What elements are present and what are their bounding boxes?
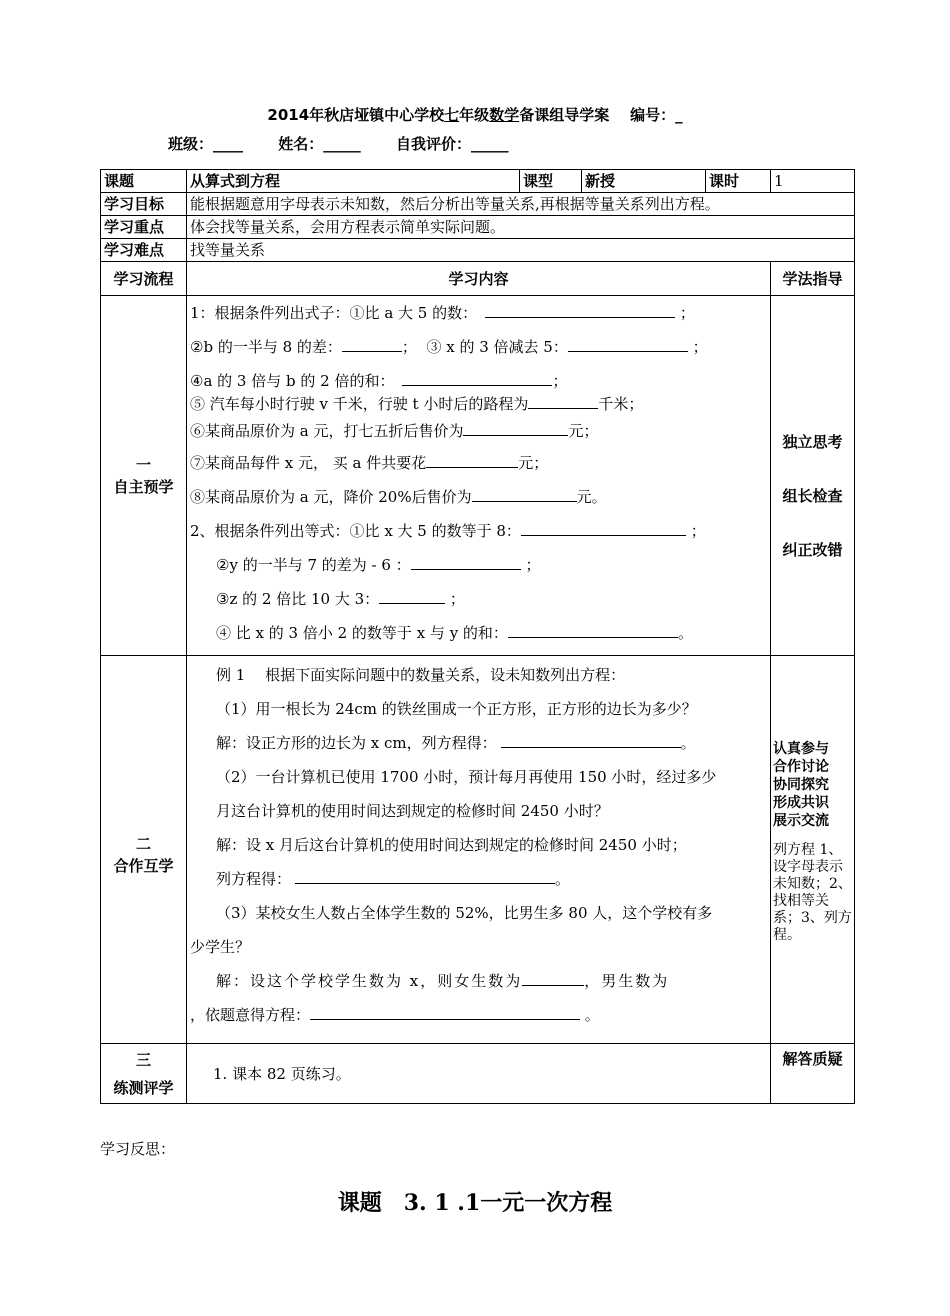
answer-blank[interactable] xyxy=(295,869,555,884)
key-label: 学习重点 xyxy=(101,216,187,239)
title-suffix: 备课组导学案 xyxy=(519,106,610,124)
section-1-name: 自主预学 xyxy=(113,477,174,496)
s1-line-3: ④a 的 3 倍与 b 的 2 倍的和： ； xyxy=(190,372,568,390)
section-3-title xyxy=(101,1044,187,1104)
s1-line-9: ②y 的一半与 7 的差为 - 6 ： ； xyxy=(216,556,541,574)
goal-row xyxy=(101,193,855,216)
s2-line-4: （2）一台计算机已使用 1700 小时，预计每月再使用 150 小时，经过多少 xyxy=(216,768,717,786)
section-2-title xyxy=(101,656,187,1044)
class-field: 班级：____ xyxy=(168,135,244,153)
s2-line-2: （1）用一根长为 24cm 的铁丝围成一个正方形，正方形的边长为多少？ xyxy=(216,700,697,718)
section-3-name: 练测评学 xyxy=(113,1078,174,1097)
reflection-label: 学习反思： xyxy=(100,1140,176,1158)
section-2-guide-plain: 列方程 1、设字母表示未知数；2、找相等关系；3、列方程。 xyxy=(773,842,852,943)
section-1-number: 一 xyxy=(135,455,151,474)
topic-row xyxy=(101,170,855,193)
s1-line-2: ②b 的一半与 8 的差： ； ③ x 的 3 倍减去 5： ； xyxy=(190,338,708,356)
goal-label: 学习目标 xyxy=(101,193,187,216)
guide-think: 独立思考 xyxy=(782,432,843,451)
guide-label: 学法指导 xyxy=(771,262,855,296)
type-value: 新授 xyxy=(582,170,706,193)
s2-line-5: 月这台计算机的使用时间达到规定的检修时间 2450 小时？ xyxy=(216,802,609,820)
topic-value: 从算式到方程 xyxy=(187,170,520,193)
answer-blank[interactable] xyxy=(342,337,402,352)
title-grade: 七 xyxy=(444,106,460,124)
title-grade-suffix: 年级 xyxy=(459,106,490,124)
section-2-row xyxy=(101,656,855,1044)
section-1-content xyxy=(187,296,771,656)
answer-blank[interactable] xyxy=(501,733,681,748)
type-label: 课型 xyxy=(520,170,582,193)
s2-line-11: ，依题意得方程： 。 xyxy=(190,1006,600,1024)
page-title xyxy=(0,104,950,125)
s1-line-1: 1：根据条件列出式子：①比 a 大 5 的数： ； xyxy=(190,304,695,322)
goal-value: 能根据题意用字母表示未知数，然后分析出等量关系,再根据等量关系列出方程。 xyxy=(187,193,855,216)
next-lesson-title: 课题 3. 1 .1一元一次方程 xyxy=(337,1190,613,1216)
title-school: 2014年秋店垭镇中心学校 xyxy=(267,106,445,124)
self-eval-field: 自我评价：_____ xyxy=(396,135,509,153)
number-label: 编号：_ xyxy=(630,106,683,124)
s2-line-10: 解：设这个学校学生数为 x，则女生数为 ，男生数为 xyxy=(216,972,670,990)
section-2-guide-bold: 认真参与 合作讨论 协同探究 形成共识 展示交流 xyxy=(773,741,829,829)
answer-blank[interactable] xyxy=(463,421,568,436)
section-2-content xyxy=(187,656,771,1044)
flow-header-row xyxy=(101,262,855,296)
section-3-guide: 解答质疑 xyxy=(771,1044,855,1104)
name-field: 姓名：_____ xyxy=(278,135,361,153)
section-3-number: 三 xyxy=(135,1050,151,1069)
period-label: 课时 xyxy=(706,170,771,193)
s2-line-7: 列方程得： 。 xyxy=(216,870,571,888)
s2-line-6: 解：设 x 月后这台计算机的使用时间达到规定的检修时间 2450 小时； xyxy=(216,836,687,854)
s2-line-8: （3）某校女生人数占全体学生数的 52%，比男生多 80 人，这个学校有多 xyxy=(216,904,713,922)
section-1-title xyxy=(101,296,187,656)
section-2-name: 合作互学 xyxy=(113,856,174,875)
content-label: 学习内容 xyxy=(187,262,771,296)
answer-blank[interactable] xyxy=(528,394,598,409)
answer-blank[interactable] xyxy=(310,1005,580,1020)
section-3-row xyxy=(101,1044,855,1104)
topic-label: 课题 xyxy=(101,170,187,193)
s1-line-6: ⑦某商品每件 x 元， 买 a 件共要花 元； xyxy=(190,454,549,472)
section-2-number: 二 xyxy=(135,834,151,853)
s2-line-9: 少学生？ xyxy=(190,938,251,956)
answer-blank[interactable] xyxy=(568,337,688,352)
s1-line-8: 2、根据条件列出等式：①比 x 大 5 的数等于 8： ； xyxy=(190,522,706,540)
s1-line-5: ⑥某商品原价为 a 元，打七五折后售价为 元； xyxy=(190,422,599,440)
answer-blank[interactable] xyxy=(485,303,675,318)
guide-correct: 纠正改错 xyxy=(782,540,843,559)
s1-line-10: ③z 的 2 倍比 10 大 3： ； xyxy=(216,590,465,608)
s2-line-1: 例 1 根据下面实际问题中的数量关系，设未知数列出方程： xyxy=(216,666,626,684)
s1-line-7: ⑧某商品原价为 a 元，降价 20%后售价为 元。 xyxy=(190,488,607,506)
section-1-row xyxy=(101,296,855,656)
answer-blank[interactable] xyxy=(402,371,552,386)
title-subject: 数学 xyxy=(489,106,520,124)
s2-line-3: 解：设正方形的边长为 x cm，列方程得： 。 xyxy=(216,734,696,752)
key-value: 体会找等量关系，会用方程表示简单实际问题。 xyxy=(187,216,855,239)
section-1-guide xyxy=(771,296,855,656)
answer-blank[interactable] xyxy=(426,453,518,468)
section-2-guide xyxy=(771,656,855,1044)
difficulty-label: 学习难点 xyxy=(101,239,187,262)
difficulty-row xyxy=(101,239,855,262)
flow-label: 学习流程 xyxy=(101,262,187,296)
period-value: 1 xyxy=(771,170,855,193)
answer-blank[interactable] xyxy=(521,521,686,536)
s1-line-11: ④ 比 x 的 3 倍小 2 的数等于 x 与 y 的和： 。 xyxy=(216,624,693,642)
student-info xyxy=(168,133,539,154)
difficulty-value: 找等量关系 xyxy=(187,239,855,262)
answer-blank[interactable] xyxy=(508,623,678,638)
lesson-table xyxy=(100,169,855,1104)
answer-blank[interactable] xyxy=(472,487,577,502)
guide-check: 组长检查 xyxy=(782,486,843,505)
answer-blank[interactable] xyxy=(411,555,521,570)
section-3-content: 1. 课本 82 页练习。 xyxy=(187,1044,771,1104)
s1-line-4: ⑤ 汽车每小时行驶 v 千米，行驶 t 小时后的路程为 千米； xyxy=(190,395,644,413)
answer-blank[interactable] xyxy=(522,971,584,986)
answer-blank[interactable] xyxy=(379,589,445,604)
key-row xyxy=(101,216,855,239)
